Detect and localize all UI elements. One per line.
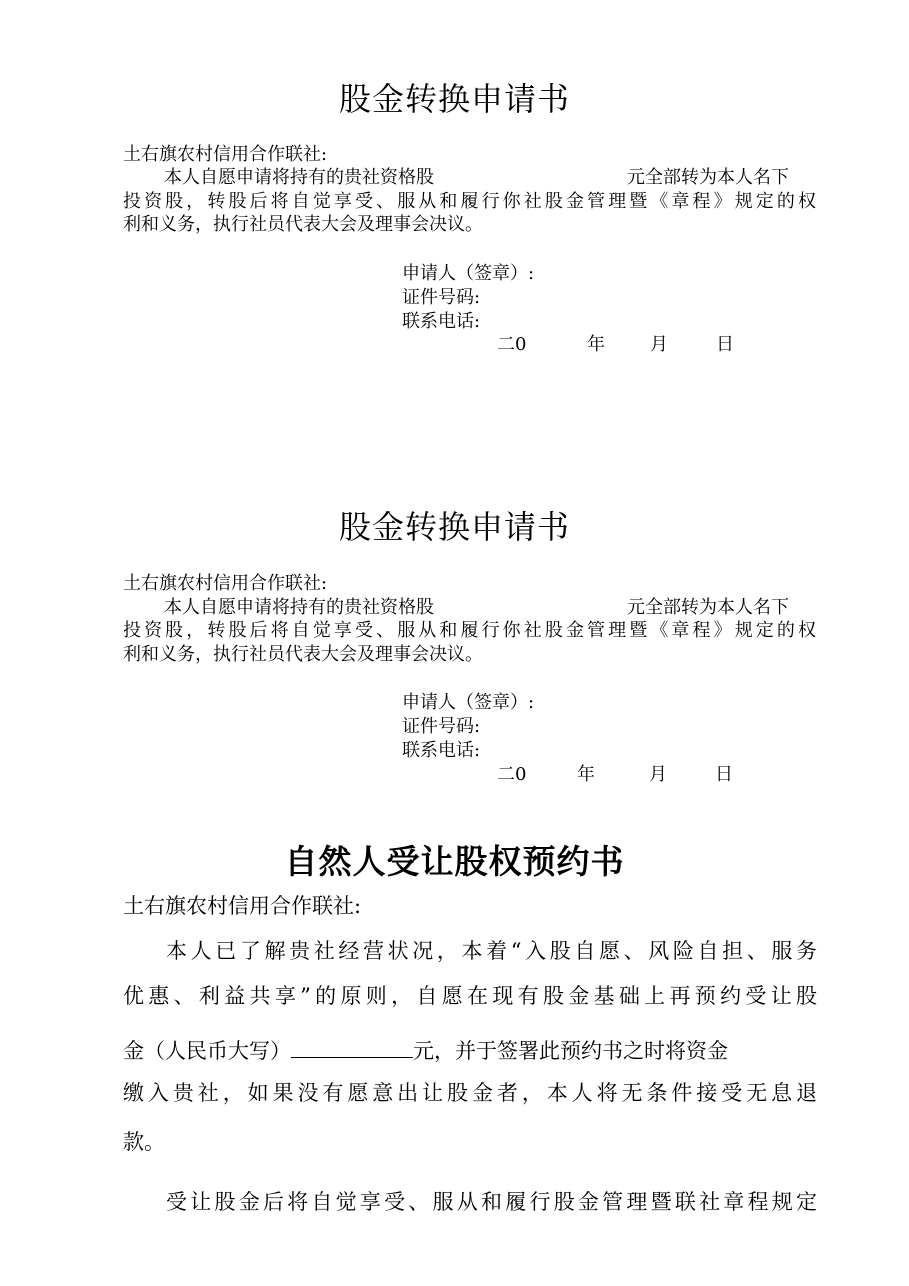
date-day: 日 bbox=[716, 334, 734, 355]
paragraph-line-5: 款。 bbox=[123, 1130, 165, 1154]
date-prefix: 二0 bbox=[497, 334, 527, 355]
applicant-signature-label: 申请人（签章）: bbox=[402, 263, 535, 284]
form-title: 股金转换申请书 bbox=[338, 80, 570, 118]
date-year: 年 bbox=[577, 764, 595, 785]
date-line bbox=[497, 763, 733, 786]
addressee: 土右旗农村信用合作联社: bbox=[123, 573, 328, 594]
addressee: 土右旗农村信用合作联社: bbox=[123, 894, 362, 918]
body-line-2: 投资股，转股后将自觉享受、服从和履行你社股金管理暨《章程》规定的权 bbox=[123, 191, 816, 212]
amount-label: 金（人民币大写） bbox=[123, 1039, 291, 1063]
date-prefix: 二0 bbox=[497, 764, 527, 785]
body-line-1a: 本人自愿申请将持有的贵社资格股 bbox=[164, 597, 434, 618]
amount-suffix: 元，并于签署此预约书之时将资金 bbox=[413, 1039, 728, 1063]
body-line-1b: 元全部转为本人名下 bbox=[627, 597, 789, 618]
applicant-signature-label: 申请人（签章）: bbox=[402, 692, 535, 713]
form-title: 股金转换申请书 bbox=[338, 508, 570, 546]
paragraph-line-2: 优惠、利益共享”的原则，自愿在现有股金基础上再预约受让股 bbox=[123, 984, 817, 1008]
body-line-2: 投资股，转股后将自觉享受、服从和履行你社股金管理暨《章程》规定的权 bbox=[123, 620, 816, 641]
body-line-1a: 本人自愿申请将持有的贵社资格股 bbox=[164, 167, 434, 188]
paragraph-line-6: 受让股金后将自觉享受、服从和履行股金管理暨联社章程规定 bbox=[166, 1190, 817, 1214]
body-line-3: 利和义务，执行社员代表大会及理事会决议。 bbox=[123, 214, 483, 235]
date-year: 年 bbox=[587, 334, 605, 355]
date-day: 日 bbox=[715, 764, 733, 785]
body-line-3: 利和义务，执行社员代表大会及理事会决议。 bbox=[123, 644, 483, 665]
reservation-title: 自然人受让股权预约书 bbox=[284, 842, 625, 881]
paragraph-line-4: 缴入贵社，如果没有愿意出让股金者，本人将无条件接受无息退 bbox=[123, 1081, 817, 1105]
paragraph-line-1: 本人已了解贵社经营状况，本着“入股自愿、风险自担、服务 bbox=[166, 939, 817, 963]
phone-label: 联系电话: bbox=[402, 740, 481, 761]
addressee: 土右旗农村信用合作联社: bbox=[123, 144, 328, 165]
date-month: 月 bbox=[650, 334, 668, 355]
date-month: 月 bbox=[649, 764, 667, 785]
paragraph-line-3 bbox=[123, 1037, 728, 1063]
amount-blank-line[interactable] bbox=[291, 1037, 413, 1058]
body-line-1b: 元全部转为本人名下 bbox=[627, 167, 789, 188]
id-number-label: 证件号码: bbox=[402, 716, 481, 737]
date-line bbox=[497, 333, 734, 356]
id-number-label: 证件号码: bbox=[402, 287, 481, 308]
phone-label: 联系电话: bbox=[402, 311, 481, 332]
